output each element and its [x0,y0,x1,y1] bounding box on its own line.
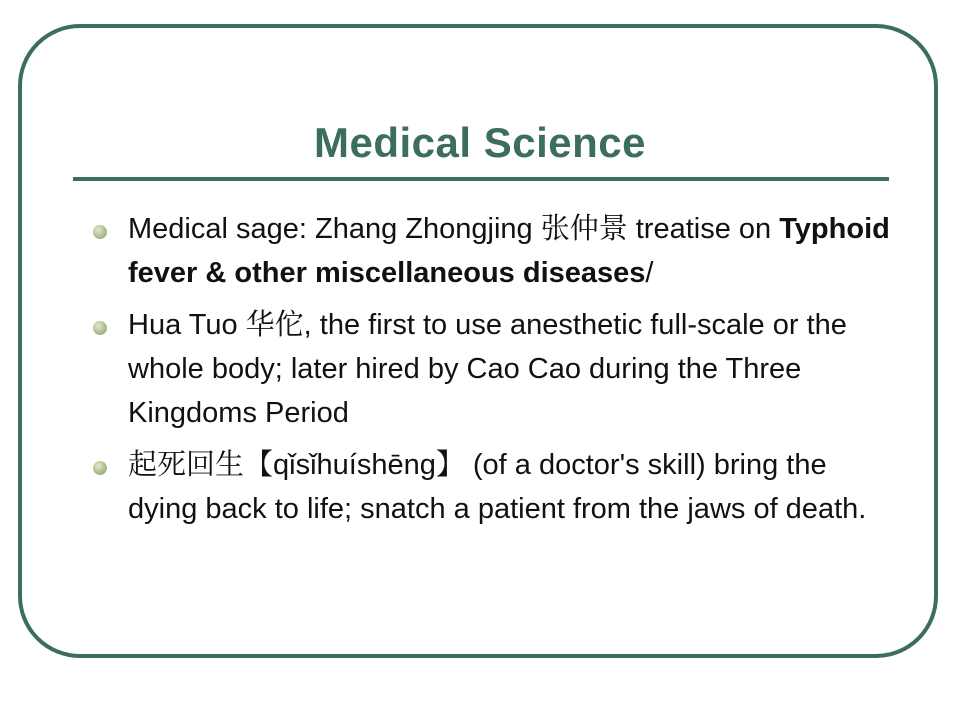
bullet-dot-icon [93,225,107,239]
bullet-dot-icon [93,321,107,335]
bullet-text: 起死回生【qǐsǐhuíshēng】 (of a doctor's skill) bring the dying back to life; snatch a patient from the jaws of death. [128,449,867,525]
bullet-item-zhang-zhongjing [90,207,890,295]
bullet-list [90,207,890,539]
title-underline [73,177,889,181]
bullet-item-hua-tuo [90,303,890,435]
bullet-text: Medical sage: Zhang Zhongjing 张仲景 treatise on [128,213,780,245]
slide-title: Medical Science [314,119,646,166]
bullet-text: / [645,257,654,289]
bullet-dot-icon [93,461,107,475]
bullet-item-idiom [90,443,890,531]
bullet-text: Hua Tuo 华佗, the first to use anesthetic full-scale or the whole body; later hired by Cao Cao during the Three Kingdoms Period [128,309,847,429]
bullet-text-bold: Typhoid fever & other miscellaneous diseases [128,213,890,289]
